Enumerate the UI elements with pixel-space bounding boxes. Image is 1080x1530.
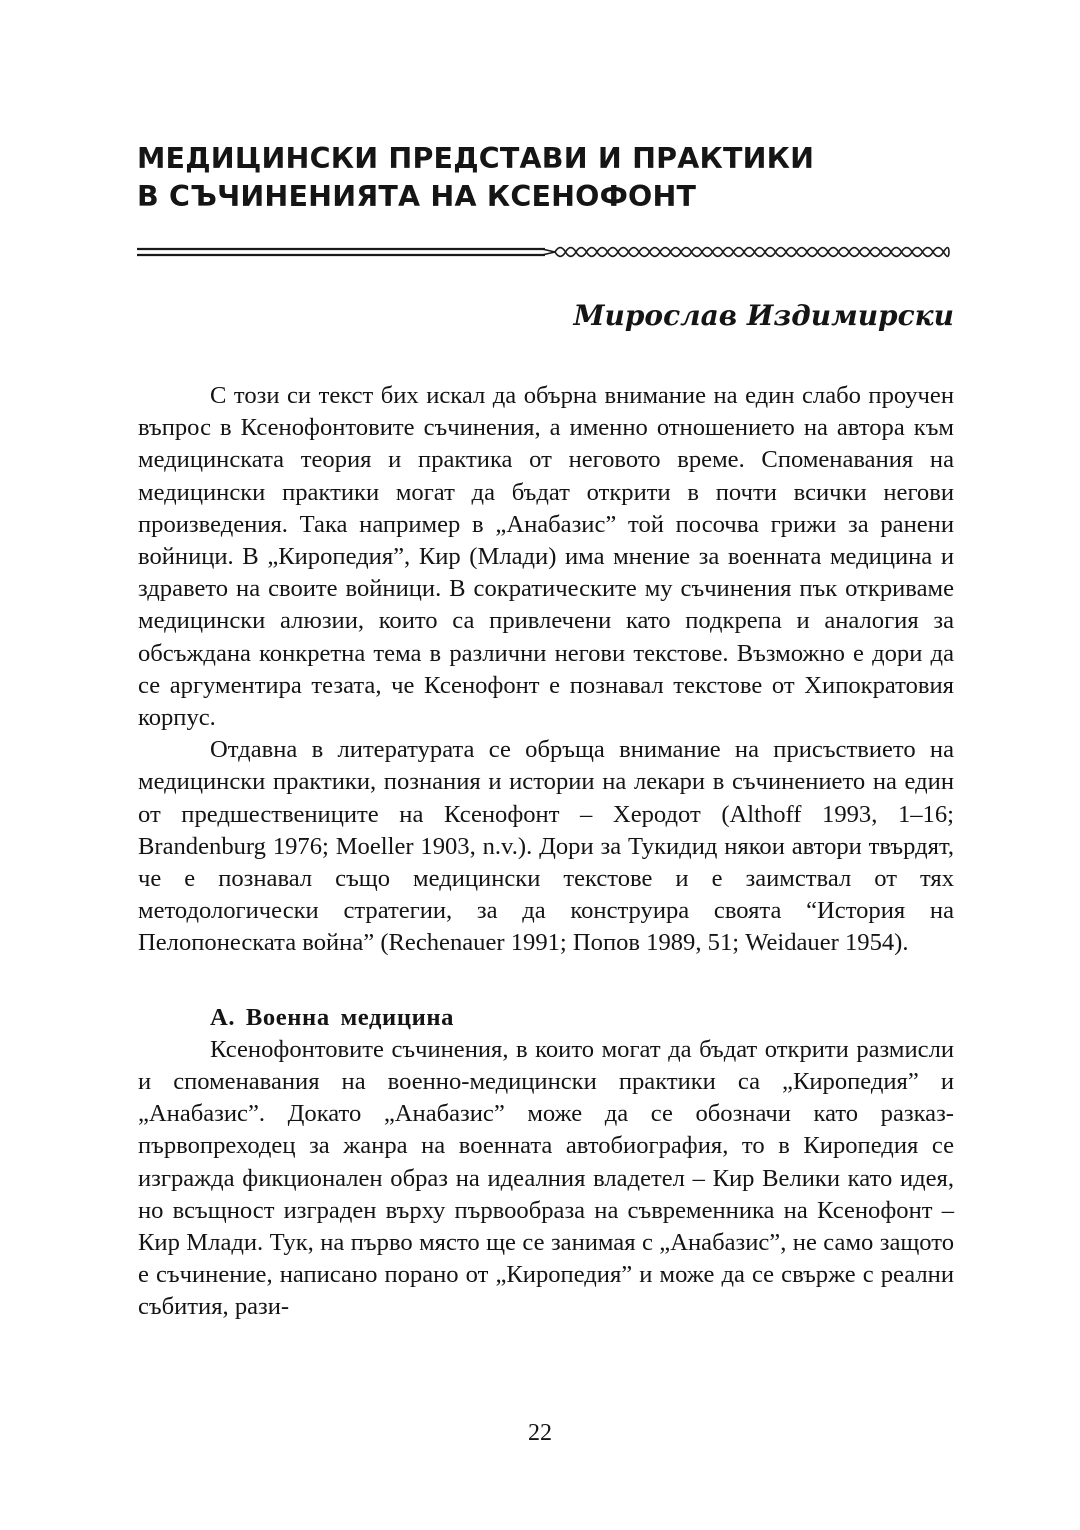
body-paragraph: Отдавна в литературата се обръща внимание на присъствието на медицински практики, познания и истории на лекари в съчинението на един от предшествениците на Ксенофонт – Херодот (Althoff 1993, 1–16; Brandenburg 1976; Moeller 1903, n.v.). Дори за Тукидид някои автори твърдят, че е познавал също медицински текстове и е заимствал от тях методологически стратегии, за да конструира своята “История на Пелопонеската война” (Rechenauer 1991; Попов 1989, 51; Weidauer 1954). (138, 736, 954, 957)
article-body (138, 380, 954, 1324)
author-name: Мирослав Издимирски (573, 299, 954, 332)
body-paragraph: С този си текст бих искал да обърна внимание на един слабо проучен въпрос в Ксенофонтовите съчинения, а именно отношението на автора към медицинската теория и практика от неговото време. Споменавания на медицински практики могат да бъдат открити в почти всички негови произведения. Така например в „Анабазис” той посочва грижи за ранени войници. В „Киропедия”, Кир (Млади) има мнение за военната медицина и здравето на своите войници. В сократическите му съчинения пък откриваме медицински алюзии, които са привлечени като подкрепа и аналогия за обсъждана конкретна тема в различни негови текстове. Възможно е дори да се аргументира тезата, че Ксенофонт е познавал текстове от Хипократовия корпус. (138, 382, 954, 732)
page-number: 22 (528, 1420, 552, 1446)
article-title-line-2: В СЪЧИНЕНИЯТА НА КСЕНОФОНТ (137, 180, 697, 213)
article-title (137, 140, 957, 216)
body-paragraph: Ксенофонтовите съчинения, в които могат да бъдат открити размисли и споменавания на военно-медицински практики са „Киропедия” и „Анабазис”. Докато „Анабазис” може да се обозначи като разказ-първопреходец за жанра на военната автобиография, то в Киропедия се изгражда фикционален образ на идеалния владетел – Кир Велики като идея, но всъщност изграден върху първообраза на съвременника на Ксенофонт – Кир Млади. Тук, на първо място ще се занимая с „Анабазис”, не само защото е съчинение, написано порано от „Киропедия” и може да се свърже с реални събития, рази- (138, 1035, 954, 1321)
article-title-line-1: МЕДИЦИНСКИ ПРЕДСТАВИ И ПРАКТИКИ (137, 142, 815, 175)
decorative-rule (137, 240, 957, 264)
section-heading: А. Военна медицина (210, 1003, 455, 1031)
